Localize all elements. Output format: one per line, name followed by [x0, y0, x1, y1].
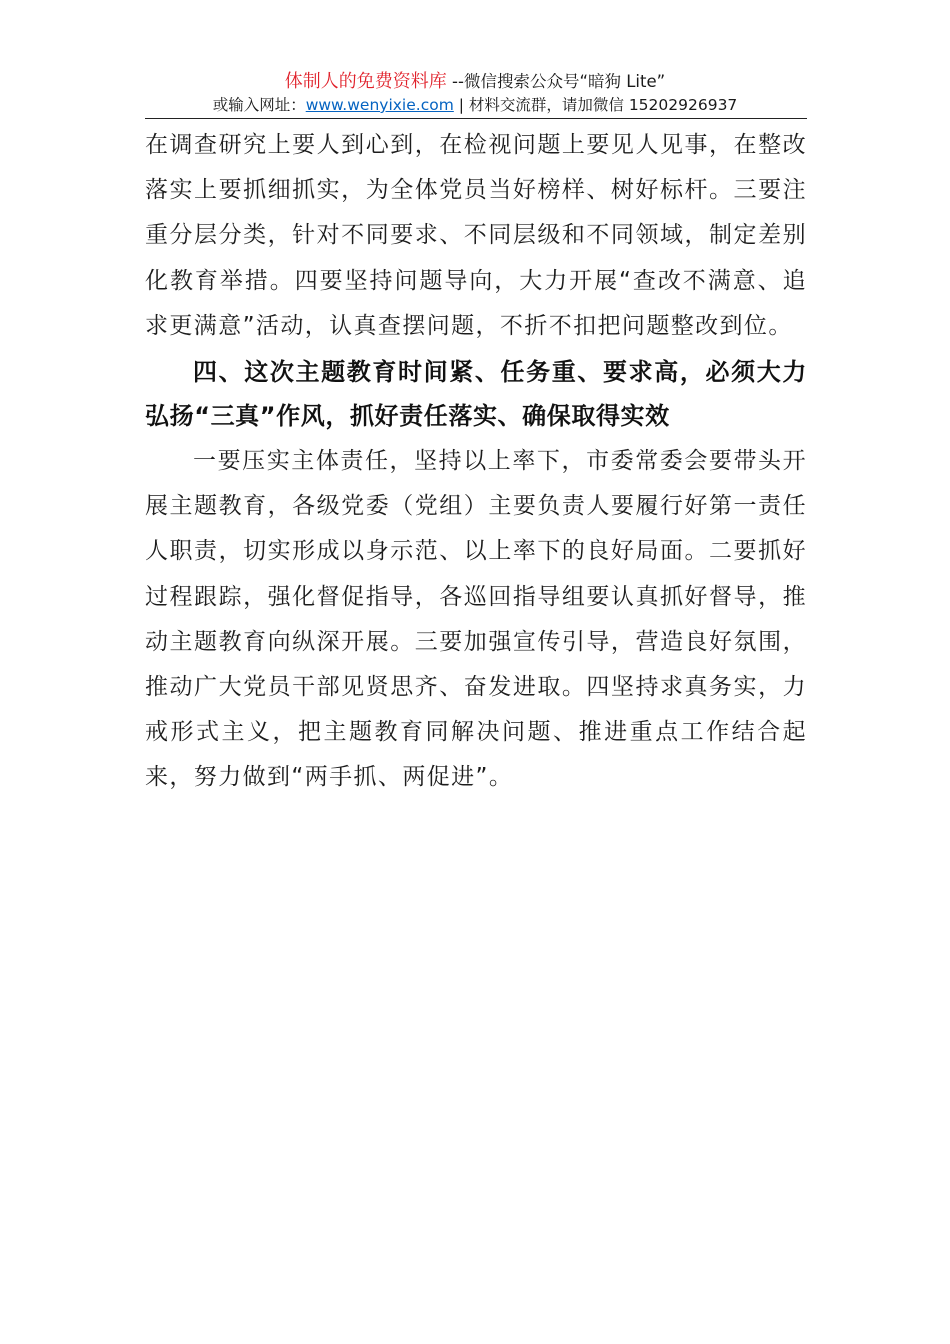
header-contact: | 材料交流群，请加微信 15202926937 — [453, 96, 738, 114]
header-url-prefix: 或输入网址： — [212, 96, 306, 114]
body-paragraph: 在调查研究上要人到心到，在检视问题上要见人见事，在整改落实上要抓细抓实，为全体党员当好榜样、树好标杆。三要注重分层分类，针对不同要求、不同层级和不同领域，制定差别化教育举措。四要坚持问题导向，大力开展“查改不满意、追求更满意”活动，认真查摆问题，不折不扣把问题整改到位。 — [145, 132, 807, 339]
section-heading: 四、这次主题教育时间紧、任务重、要求高，必须大力弘扬“三真”作风，抓好责任落实、确保取得实效 — [145, 358, 807, 431]
body-paragraph: 一要压实主体责任，坚持以上率下，市委常委会要带头开展主题教育，各级党委（党组）主要负责人要履行好第一责任人职责，切实形成以身示范、以上率下的良好局面。二要抓好过程跟踪，强化督促指导，各巡回指导组要认真抓好督导，推动主题教育向纵深开展。三要加强宣传引导，营造良好氛围，推动广大党员干部见贤思齐、奋发进取。四坚持求真务实，力戒形式主义，把主题教育同解决问题、推进重点工作结合起来，努力做到“两手抓、两促进”。 — [145, 448, 807, 791]
header-wechat-prompt: --微信搜索公众号“暗狗 Lite” — [446, 72, 666, 91]
header-url-link[interactable]: www.wenyixie.com — [305, 96, 454, 114]
header-divider — [145, 118, 807, 119]
header-line-2 — [145, 94, 805, 116]
page-header — [145, 70, 805, 116]
document-body — [145, 123, 807, 801]
header-brand: 体制人的免费资料库 — [284, 71, 447, 92]
header-line-1 — [145, 70, 805, 94]
